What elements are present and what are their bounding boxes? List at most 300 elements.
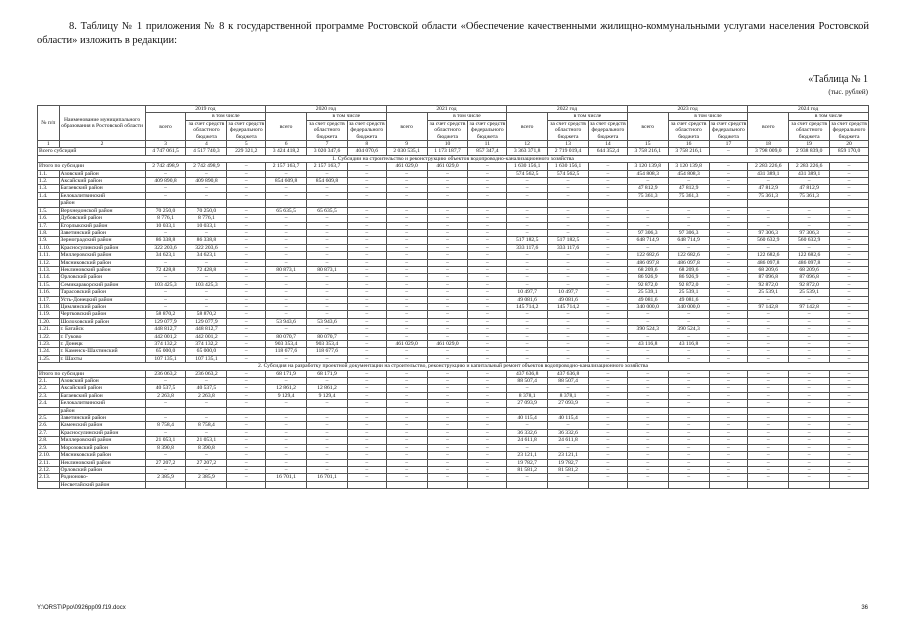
cell-value: – — [266, 289, 307, 296]
cell-value: – — [830, 429, 869, 436]
cell-value: – — [589, 237, 628, 244]
cell-value: – — [589, 444, 628, 451]
cell-value: – — [386, 244, 427, 251]
cell-value: – — [748, 348, 789, 355]
cell-value: – — [468, 466, 507, 473]
cell-value: 16 701,1 — [266, 474, 307, 481]
cell-value: – — [789, 429, 830, 436]
cell-value: 517 182,5 — [548, 237, 589, 244]
cell-value: – — [347, 415, 386, 422]
municipality-name: г. Батайск — [59, 326, 145, 333]
cell-value: – — [627, 311, 668, 318]
cell-value: – — [307, 422, 348, 429]
table-row — [38, 385, 869, 392]
cell-value: 49 081,6 — [627, 296, 668, 303]
cell-value: – — [386, 326, 427, 333]
cell-value: – — [668, 385, 709, 392]
cell-value: – — [145, 289, 186, 296]
row-number: 2.13. — [38, 474, 60, 481]
header-incl: в том числе — [789, 113, 869, 120]
header-total: всего — [748, 113, 789, 141]
cell-value: 24 611,8 — [507, 437, 548, 444]
municipality-name: Красносулинский район — [59, 244, 145, 251]
cell-value: 574 562,5 — [548, 170, 589, 177]
cell-value: 442 001,2 — [145, 333, 186, 340]
cell-value: – — [830, 192, 869, 199]
cell-value: – — [627, 215, 668, 222]
row-number: 1.13. — [38, 266, 60, 273]
table-row — [38, 452, 869, 459]
cell-value: – — [789, 318, 830, 325]
municipality-name: Цимлянский район — [59, 303, 145, 310]
cell-value — [227, 200, 266, 207]
table-caption-title: «Таблица № 1 — [808, 74, 868, 85]
cell-value — [186, 481, 227, 488]
header-incl: в том числе — [548, 113, 628, 120]
cell-value: – — [507, 281, 548, 288]
table-row — [38, 237, 869, 244]
cell-value — [427, 481, 468, 488]
cell-value: – — [227, 163, 266, 170]
cell-value: 68 209,6 — [748, 266, 789, 273]
cell-value: – — [789, 355, 830, 362]
cell-value: – — [589, 466, 628, 473]
table-row — [38, 311, 869, 318]
header-regional: за счет средств областного бюджета — [427, 120, 468, 140]
cell-value: – — [145, 170, 186, 177]
cell-value: – — [709, 318, 748, 325]
cell-value: 81 581,2 — [507, 466, 548, 473]
municipality-name: Верхнедонской район — [59, 207, 145, 214]
cell-value: – — [427, 385, 468, 392]
cell-value: – — [627, 370, 668, 377]
cell-value: – — [830, 215, 869, 222]
row-number: 1.9. — [38, 237, 60, 244]
cell-value: – — [548, 311, 589, 318]
cell-value: – — [709, 178, 748, 185]
cell-value: 70 250,0 — [186, 207, 227, 214]
cell-value: – — [507, 274, 548, 281]
cell-value: 75 361,3 — [748, 192, 789, 199]
cell-value: – — [709, 466, 748, 473]
cell-value — [627, 481, 668, 488]
cell-value: – — [709, 341, 748, 348]
cell-value: – — [468, 252, 507, 259]
table-row — [38, 422, 869, 429]
cell-value: – — [589, 400, 628, 407]
cell-value: – — [789, 437, 830, 444]
cell-value: – — [709, 333, 748, 340]
cell-value: – — [266, 437, 307, 444]
cell-value: – — [468, 459, 507, 466]
cell-value: – — [386, 311, 427, 318]
cell-value: – — [266, 459, 307, 466]
cell-value: – — [307, 378, 348, 385]
cell-value: – — [427, 437, 468, 444]
cell-value — [668, 481, 709, 488]
cell-value: – — [709, 185, 748, 192]
cell-value: – — [468, 341, 507, 348]
cell-value: 92 872,0 — [627, 281, 668, 288]
cell-value: – — [668, 392, 709, 399]
cell-value: – — [709, 370, 748, 377]
cell-value: – — [347, 296, 386, 303]
cell-value: – — [709, 400, 748, 407]
cell-value: 859 170,0 — [830, 148, 869, 155]
municipality-name: Каменский район — [59, 422, 145, 429]
cell-value: – — [589, 185, 628, 192]
cell-value: 236 063,2 — [145, 370, 186, 377]
cell-value: 27 207,2 — [186, 459, 227, 466]
cell-value: – — [468, 215, 507, 222]
row-number: 1.7. — [38, 222, 60, 229]
cell-value — [307, 200, 348, 207]
cell-value: – — [227, 207, 266, 214]
cell-value: – — [186, 378, 227, 385]
row-number: 1.23. — [38, 341, 60, 348]
cell-value: 437 636,8 — [548, 370, 589, 377]
cell-value: – — [186, 452, 227, 459]
cell-value: – — [468, 192, 507, 199]
cell-value: – — [589, 244, 628, 251]
cell-value: 80 070,7 — [266, 333, 307, 340]
row-number: 1.25. — [38, 355, 60, 362]
cell-value: – — [830, 266, 869, 273]
table-row — [38, 303, 869, 310]
cell-value: – — [386, 385, 427, 392]
cell-value: – — [830, 207, 869, 214]
cell-value: 560 632,9 — [748, 237, 789, 244]
cell-value: – — [589, 370, 628, 377]
table-caption — [808, 74, 868, 98]
cell-value: – — [427, 244, 468, 251]
cell-value: – — [627, 444, 668, 451]
header-year: 2022 год — [507, 106, 628, 113]
cell-value: – — [789, 296, 830, 303]
cell-value: – — [709, 252, 748, 259]
cell-value: – — [347, 370, 386, 377]
municipality-name: Багаевский район — [59, 185, 145, 192]
municipality-name: Тарасовский район — [59, 289, 145, 296]
cell-value: – — [227, 318, 266, 325]
cell-value: 431 389,1 — [748, 170, 789, 177]
cell-value: – — [145, 185, 186, 192]
cell-value — [386, 481, 427, 488]
intro-text: 8. Таблицу № 1 приложения № 8 к государственной программе Ростовской области «Обеспечение качественными жилищно-коммунальными услугами населения Ростовской области» изложить в редакции: — [37, 21, 869, 46]
cell-value: 40 537,5 — [186, 385, 227, 392]
column-number: 4 — [186, 141, 227, 148]
cell-value — [186, 407, 227, 414]
cell-value: – — [386, 466, 427, 473]
cell-value: – — [386, 259, 427, 266]
cell-value — [468, 407, 507, 414]
header-total: всего — [266, 113, 307, 141]
cell-value: – — [748, 400, 789, 407]
row-number: 1.19. — [38, 311, 60, 318]
row-number: 1.21. — [38, 326, 60, 333]
header-regional: за счет средств областного бюджета — [307, 120, 348, 140]
cell-value — [789, 407, 830, 414]
table-row — [38, 289, 869, 296]
cell-value: – — [347, 326, 386, 333]
cell-value: 857 347,4 — [468, 148, 507, 155]
cell-value: 229 321,2 — [227, 148, 266, 155]
cell-value — [748, 481, 789, 488]
header-regional: за счет средств областного бюджета — [789, 120, 830, 140]
column-number: 14 — [589, 141, 628, 148]
cell-value: 34 623,1 — [186, 252, 227, 259]
cell-value: – — [830, 326, 869, 333]
cell-value: – — [830, 318, 869, 325]
cell-value: 23 121,1 — [548, 452, 589, 459]
cell-value: – — [709, 392, 748, 399]
cell-value: 122 682,6 — [789, 252, 830, 259]
cell-value — [227, 481, 266, 488]
cell-value: – — [427, 422, 468, 429]
cell-value: 404 070,6 — [347, 148, 386, 155]
cell-value: – — [830, 355, 869, 362]
cell-value: – — [468, 237, 507, 244]
cell-value: – — [468, 259, 507, 266]
cell-value: – — [186, 429, 227, 436]
cell-value: – — [347, 466, 386, 473]
municipality-name: Дубовский район — [59, 215, 145, 222]
cell-value: – — [468, 274, 507, 281]
cell-value: – — [386, 422, 427, 429]
cell-value: – — [668, 474, 709, 481]
cell-value: – — [830, 237, 869, 244]
cell-value: 75 361,3 — [789, 192, 830, 199]
cell-value: – — [627, 333, 668, 340]
cell-value: 97 306,3 — [748, 229, 789, 236]
cell-value: – — [748, 378, 789, 385]
cell-value: – — [507, 474, 548, 481]
header-total: всего — [386, 113, 427, 141]
cell-value: 145 714,2 — [507, 303, 548, 310]
cell-value: – — [227, 237, 266, 244]
cell-value: – — [266, 259, 307, 266]
cell-value: – — [145, 429, 186, 436]
cell-value: – — [227, 341, 266, 348]
cell-value: 23 121,1 — [507, 452, 548, 459]
table-row — [38, 348, 869, 355]
row-number — [38, 481, 60, 488]
cell-value — [830, 200, 869, 207]
cell-value: 49 081,6 — [548, 296, 589, 303]
cell-value: 80 070,7 — [307, 333, 348, 340]
cell-value: – — [186, 185, 227, 192]
cell-value: 486 097,8 — [668, 259, 709, 266]
row-number: 1.11. — [38, 252, 60, 259]
cell-value: 27 093,9 — [507, 400, 548, 407]
cell-value: – — [227, 392, 266, 399]
cell-value: – — [627, 222, 668, 229]
cell-value: – — [266, 237, 307, 244]
cell-value: – — [347, 311, 386, 318]
cell-value: – — [589, 452, 628, 459]
cell-value: 9 129,4 — [266, 392, 307, 399]
cell-value: 409 890,8 — [145, 178, 186, 185]
cell-value: – — [627, 400, 668, 407]
cell-value: – — [589, 437, 628, 444]
cell-value: – — [227, 333, 266, 340]
cell-value: – — [548, 266, 589, 273]
cell-value: – — [709, 459, 748, 466]
cell-value: 3 120 139,8 — [627, 163, 668, 170]
cell-value: 9 129,4 — [307, 392, 348, 399]
cell-value: – — [789, 415, 830, 422]
cell-value: – — [668, 444, 709, 451]
cell-value: 16 701,1 — [307, 474, 348, 481]
cell-value: 10 033,1 — [186, 222, 227, 229]
cell-value: – — [748, 178, 789, 185]
municipality-name: Азовский район — [59, 170, 145, 177]
municipality-name: Заветинский район — [59, 415, 145, 422]
cell-value: – — [307, 466, 348, 473]
cell-value: – — [668, 422, 709, 429]
cell-value: 903 353,4 — [307, 341, 348, 348]
cell-value: – — [830, 444, 869, 451]
cell-value — [627, 407, 668, 414]
cell-value: – — [507, 341, 548, 348]
cell-value: – — [548, 222, 589, 229]
cell-value: 87 096,8 — [789, 274, 830, 281]
cell-value: 390 524,3 — [627, 326, 668, 333]
cell-value: – — [468, 474, 507, 481]
cell-value: – — [668, 400, 709, 407]
cell-value: – — [266, 400, 307, 407]
column-number: 20 — [830, 141, 869, 148]
cell-value: – — [347, 229, 386, 236]
cell-value — [468, 200, 507, 207]
cell-value: – — [468, 392, 507, 399]
cell-value: 2 742 498,9 — [145, 163, 186, 170]
municipality-name: Белокалитвинский — [59, 400, 145, 407]
cell-value — [145, 481, 186, 488]
cell-value: 390 524,3 — [668, 326, 709, 333]
row-number: 1.10. — [38, 244, 60, 251]
cell-value: – — [468, 348, 507, 355]
cell-value: – — [627, 459, 668, 466]
row-number: 1.14. — [38, 274, 60, 281]
cell-value: – — [468, 370, 507, 377]
cell-value: – — [748, 392, 789, 399]
cell-value: – — [830, 244, 869, 251]
cell-value: – — [830, 459, 869, 466]
table-header — [38, 106, 869, 148]
cell-value: – — [386, 178, 427, 185]
cell-value: – — [266, 415, 307, 422]
header-federal: за счет средств федерального бюджета — [469, 120, 506, 140]
cell-value: – — [668, 215, 709, 222]
cell-value: – — [386, 355, 427, 362]
cell-value — [468, 481, 507, 488]
cell-value: 86 338,8 — [186, 237, 227, 244]
municipality-name: Усть-Донецкий район — [59, 296, 145, 303]
cell-value — [830, 481, 869, 488]
header-incl: в том числе — [668, 113, 748, 120]
municipality-name: Неклиновский район — [59, 459, 145, 466]
cell-value: – — [589, 222, 628, 229]
cell-value: – — [748, 222, 789, 229]
cell-value: 118 677,6 — [266, 348, 307, 355]
cell-value: – — [830, 296, 869, 303]
cell-value: – — [468, 422, 507, 429]
column-number: 9 — [386, 141, 427, 148]
cell-value — [627, 200, 668, 207]
cell-value: – — [830, 185, 869, 192]
cell-value: – — [427, 348, 468, 355]
cell-value: – — [789, 452, 830, 459]
cell-value: – — [668, 311, 709, 318]
cell-value: – — [347, 178, 386, 185]
cell-value — [548, 200, 589, 207]
cell-value: – — [589, 178, 628, 185]
cell-value — [789, 200, 830, 207]
cell-value: – — [347, 429, 386, 436]
cell-value: – — [347, 289, 386, 296]
cell-value: 454 808,3 — [627, 170, 668, 177]
cell-value: – — [347, 170, 386, 177]
cell-value: – — [789, 311, 830, 318]
cell-value: – — [830, 400, 869, 407]
column-number: 11 — [468, 141, 507, 148]
cell-value: – — [789, 341, 830, 348]
cell-value: – — [830, 348, 869, 355]
cell-value: – — [830, 452, 869, 459]
cell-value: – — [227, 385, 266, 392]
cell-value: 461 029,0 — [427, 163, 468, 170]
cell-value: – — [789, 400, 830, 407]
cell-value: – — [145, 400, 186, 407]
cell-value: 65 000,0 — [145, 348, 186, 355]
cell-value — [307, 481, 348, 488]
cell-value: 24 611,8 — [548, 437, 589, 444]
cell-value: – — [427, 252, 468, 259]
cell-value: – — [627, 429, 668, 436]
cell-value: – — [468, 311, 507, 318]
cell-value: – — [548, 259, 589, 266]
cell-value: – — [227, 326, 266, 333]
cell-value: 2 157 163,7 — [307, 163, 348, 170]
cell-value: 65 000,0 — [186, 348, 227, 355]
cell-value: – — [427, 303, 468, 310]
cell-value: – — [347, 378, 386, 385]
column-number: 19 — [789, 141, 830, 148]
cell-value: – — [709, 326, 748, 333]
cell-value: 65 635,5 — [266, 207, 307, 214]
cell-value: – — [507, 259, 548, 266]
cell-value: – — [627, 318, 668, 325]
cell-value: – — [307, 444, 348, 451]
cell-value: 53 943,6 — [307, 318, 348, 325]
cell-value: – — [386, 400, 427, 407]
cell-value: – — [548, 474, 589, 481]
row-number: 2.2. — [38, 385, 60, 392]
cell-value — [507, 407, 548, 414]
cell-value: – — [307, 289, 348, 296]
cell-value: – — [427, 429, 468, 436]
cell-value: – — [266, 296, 307, 303]
column-number: 12 — [507, 141, 548, 148]
municipality-name: Неклиновский район — [59, 266, 145, 273]
cell-value: – — [589, 229, 628, 236]
cell-value: 2 263,8 — [145, 392, 186, 399]
municipality-name: Заветинский район — [59, 229, 145, 236]
column-number: 6 — [266, 141, 307, 148]
cell-value: – — [507, 311, 548, 318]
row-number: 1.17. — [38, 296, 60, 303]
